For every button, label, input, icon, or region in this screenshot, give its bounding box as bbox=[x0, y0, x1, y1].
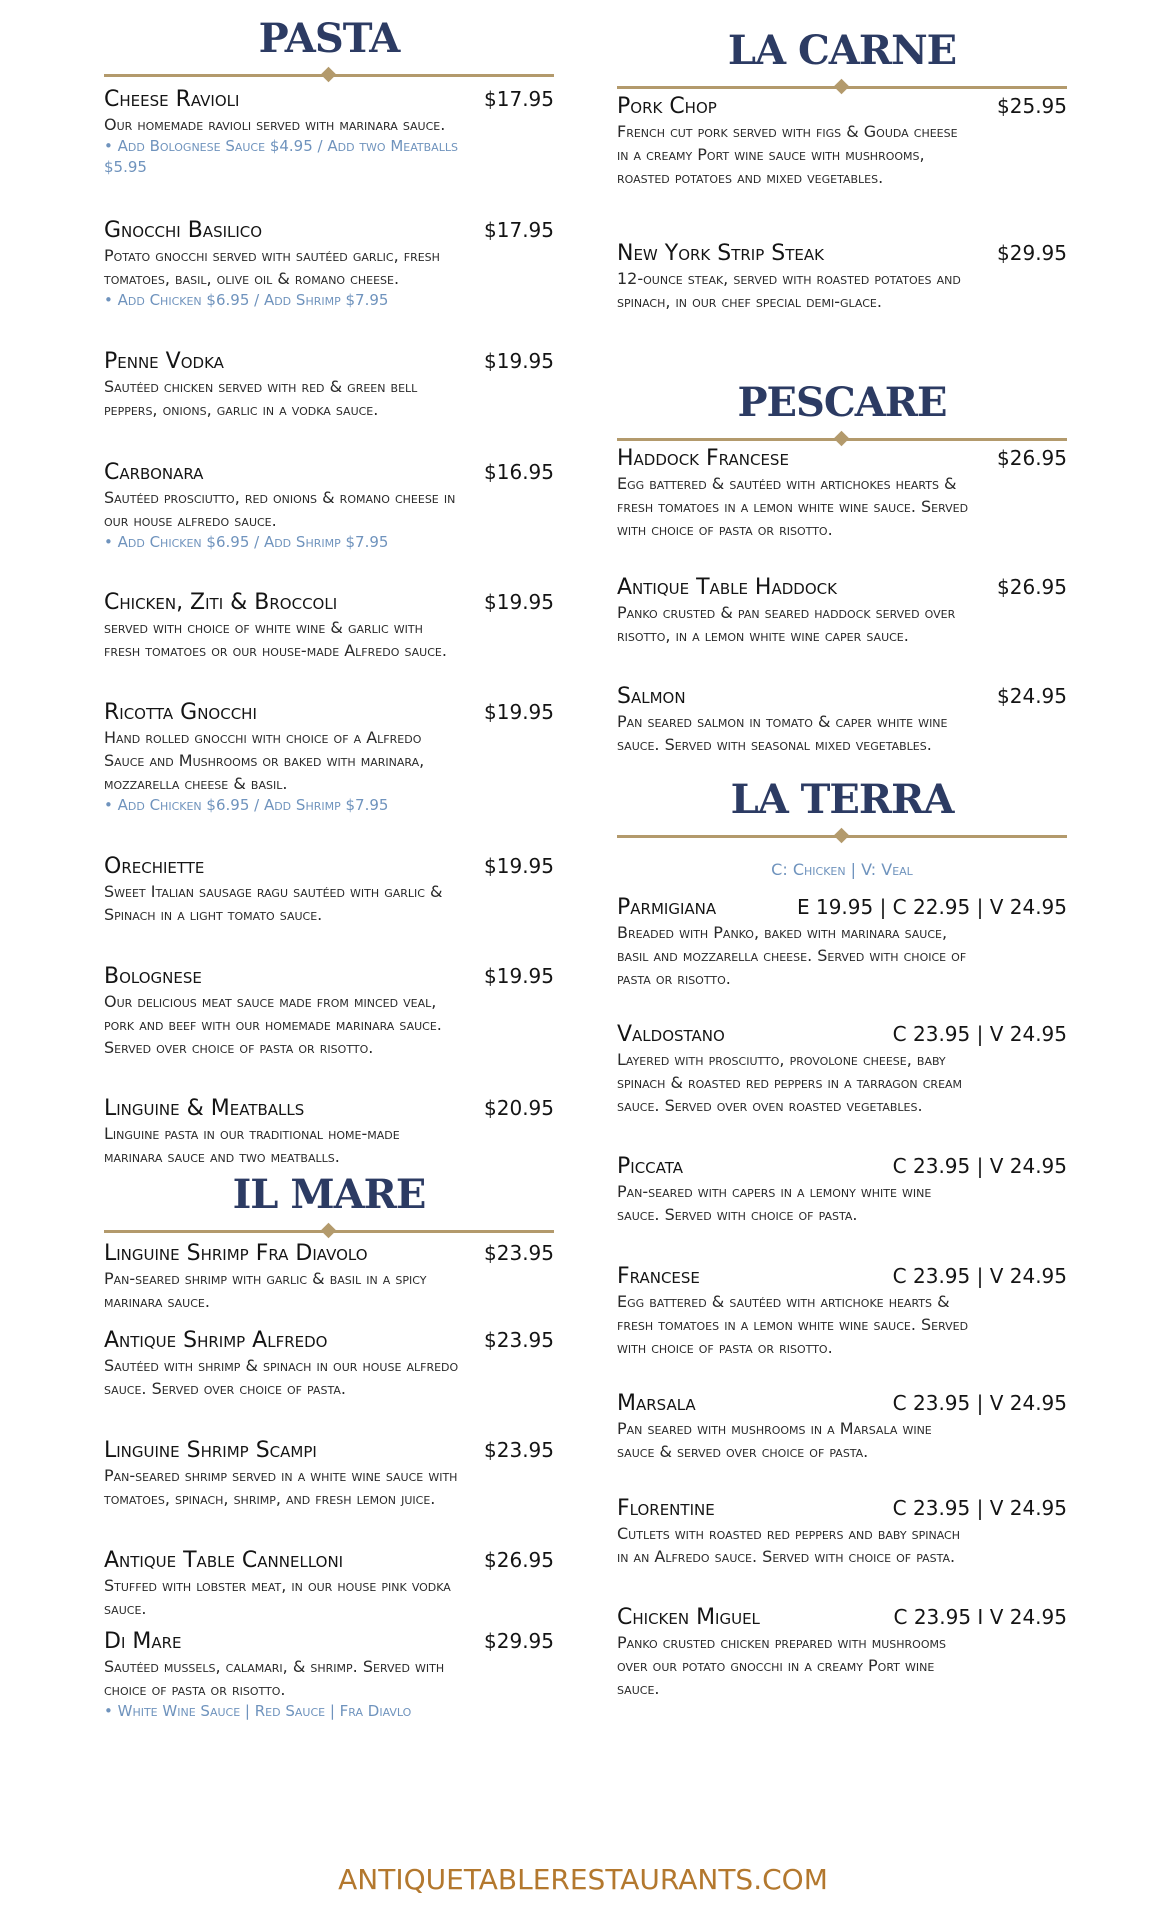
section-divider bbox=[104, 68, 554, 82]
item-description: Egg battered & sautéed with artichoke hearts & fresh tomatoes in a lemon white wine sauce. Served with choice of pasta or risotto. bbox=[617, 1292, 969, 1357]
diamond-ornament-icon bbox=[834, 431, 850, 447]
item-description: Pan-seared shrimp with garlic & basil in a spicy marinara sauce. bbox=[104, 1269, 427, 1311]
menu-item bbox=[617, 683, 1067, 756]
menu-item bbox=[104, 853, 554, 926]
section-il-mare bbox=[104, 1170, 554, 1238]
menu-item bbox=[617, 93, 1067, 189]
item-name: Valdostano bbox=[617, 1022, 725, 1047]
item-price: E 19.95 | C 22.95 | V 24.95 bbox=[796, 895, 1067, 919]
menu-item bbox=[104, 963, 554, 1059]
item-name: Bolognese bbox=[104, 964, 202, 989]
item-description: Sweet Italian sausage ragu sautéed with garlic & Spinach in a light tomato sauce. bbox=[104, 882, 443, 924]
menu-item bbox=[104, 589, 554, 662]
item-description: Pan-seared shrimp served in a white wine sauce with tomatoes, spinach, shrimp, and fresh lemon juice. bbox=[104, 1466, 458, 1508]
item-name: Linguine Shrimp Scampi bbox=[104, 1438, 317, 1463]
item-price: $29.95 bbox=[997, 241, 1067, 265]
item-name: Florentine bbox=[617, 1496, 715, 1521]
item-addon: • Add Chicken $6.95 / Add Shrimp $7.95 bbox=[104, 533, 389, 551]
item-name: Antique Table Cannelloni bbox=[104, 1548, 344, 1573]
item-description: served with choice of white wine & garlic with fresh tomatoes or our house-made Alfredo sauce. bbox=[104, 618, 447, 660]
item-name: Linguine Shrimp Fra Diavolo bbox=[104, 1241, 368, 1266]
item-price: $19.95 bbox=[484, 590, 554, 614]
section-la-terra bbox=[617, 775, 1067, 881]
item-name: Parmigiana bbox=[617, 895, 717, 920]
section-title-pescare: PESCARE bbox=[737, 379, 947, 426]
item-description: 12-ounce steak, served with roasted potatoes and spinach, in our chef special demi-glace. bbox=[617, 269, 961, 311]
menu-item bbox=[617, 1604, 1067, 1700]
item-description: Layered with prosciutto, provolone cheese, baby spinach & roasted red peppers in a tarragon cream sauce. Served over oven roasted vegetables. bbox=[617, 1050, 963, 1115]
item-name: Ricotta Gnocchi bbox=[104, 700, 257, 725]
section-pasta bbox=[104, 14, 554, 82]
diamond-ornament-icon bbox=[834, 828, 850, 844]
section-title-il-mare: IL MARE bbox=[232, 1171, 426, 1218]
menu-item bbox=[617, 1021, 1067, 1117]
item-description: Sautéed chicken served with red & green bell peppers, onions, garlic in a vodka sauce. bbox=[104, 377, 418, 419]
item-name: Orechiette bbox=[104, 854, 205, 879]
item-name: Chicken, Ziti & Broccoli bbox=[104, 590, 338, 615]
menu-item bbox=[104, 459, 554, 553]
section-pescare bbox=[617, 378, 1067, 446]
item-addon: • Add Chicken $6.95 / Add Shrimp $7.95 bbox=[104, 291, 389, 309]
item-price: $23.95 bbox=[484, 1328, 554, 1352]
section-title-la-terra: LA TERRA bbox=[730, 776, 954, 823]
item-name: Salmon bbox=[617, 684, 686, 709]
item-price: C 23.95 | V 24.95 bbox=[892, 1391, 1067, 1415]
menu-item bbox=[617, 1390, 1067, 1463]
item-price: $26.95 bbox=[997, 446, 1067, 470]
menu-item bbox=[104, 699, 554, 816]
menu-item bbox=[104, 1628, 554, 1722]
item-name: Antique Shrimp Alfredo bbox=[104, 1328, 328, 1353]
menu-item bbox=[104, 1095, 554, 1168]
item-description: Hand rolled gnocchi with choice of a Alfredo Sauce and Mushrooms or baked with marinara, mozzarella cheese & basil. bbox=[104, 728, 425, 793]
item-price: $19.95 bbox=[484, 700, 554, 724]
item-description: Pan seared with mushrooms in a Marsala wine sauce & served over choice of pasta. bbox=[617, 1419, 932, 1461]
item-description: Our homemade ravioli served with marinara sauce. bbox=[104, 115, 446, 134]
item-name: Piccata bbox=[617, 1154, 683, 1179]
item-description: Linguine pasta in our traditional home-made marinara sauce and two meatballs. bbox=[104, 1124, 400, 1166]
item-price: $25.95 bbox=[997, 94, 1067, 118]
menu-item bbox=[104, 1240, 554, 1313]
section-divider bbox=[617, 829, 1067, 843]
footer-website-link[interactable]: ANTIQUETABLERESTAURANTS.COM bbox=[338, 1863, 828, 1896]
item-description: Panko crusted & pan seared haddock served over risotto, in a lemon white wine caper sauce. bbox=[617, 603, 956, 645]
item-price: C 23.95 | V 24.95 bbox=[892, 1022, 1067, 1046]
item-name: Pork Chop bbox=[617, 94, 717, 119]
item-price: $26.95 bbox=[484, 1548, 554, 1572]
item-price: $20.95 bbox=[484, 1096, 554, 1120]
section-note: C: Chicken | V: Veal bbox=[771, 860, 913, 879]
item-description: Potato gnocchi served with sautéed garlic, fresh tomatoes, basil, olive oil & romano cheese. bbox=[104, 246, 440, 288]
menu-item bbox=[104, 1547, 554, 1620]
item-price: C 23.95 | V 24.95 bbox=[892, 1496, 1067, 1520]
menu-item bbox=[617, 445, 1067, 541]
item-name: New York Strip Steak bbox=[617, 241, 824, 266]
item-description: Cutlets with roasted red peppers and baby spinach in an Alfredo sauce. Served with choice of pasta. bbox=[617, 1524, 961, 1566]
item-description: Stuffed with lobster meat, in our house pink vodka sauce. bbox=[104, 1576, 451, 1618]
item-name: Antique Table Haddock bbox=[617, 575, 837, 600]
item-name: Carbonara bbox=[104, 460, 204, 485]
menu-item bbox=[617, 1495, 1067, 1568]
item-price: C 23.95 | V 24.95 bbox=[892, 1264, 1067, 1288]
item-name: Cheese Ravioli bbox=[104, 87, 240, 112]
menu-item bbox=[104, 348, 554, 421]
item-name: Marsala bbox=[617, 1391, 696, 1416]
section-divider bbox=[617, 80, 1067, 94]
diamond-ornament-icon bbox=[321, 1223, 337, 1239]
item-name: Chicken Miguel bbox=[617, 1605, 760, 1630]
item-name: Gnocchi Basilico bbox=[104, 218, 263, 243]
item-price: $29.95 bbox=[484, 1629, 554, 1653]
section-title-la-carne: LA CARNE bbox=[727, 27, 957, 74]
menu-item bbox=[104, 86, 554, 178]
item-addon: • White Wine Sauce | Red Sauce | Fra Diavlo bbox=[104, 1702, 412, 1720]
item-price: $24.95 bbox=[997, 684, 1067, 708]
section-la-carne bbox=[617, 26, 1067, 94]
diamond-ornament-icon bbox=[321, 67, 337, 83]
item-price: $26.95 bbox=[997, 575, 1067, 599]
item-addon: • Add Chicken $6.95 / Add Shrimp $7.95 bbox=[104, 796, 389, 814]
item-name: Linguine & Meatballs bbox=[104, 1096, 305, 1121]
menu-item bbox=[617, 1263, 1067, 1359]
diamond-ornament-icon bbox=[834, 79, 850, 95]
section-divider bbox=[617, 432, 1067, 446]
item-name: Penne Vodka bbox=[104, 349, 224, 374]
item-price: $23.95 bbox=[484, 1438, 554, 1462]
item-price: $17.95 bbox=[484, 218, 554, 242]
item-price: $19.95 bbox=[484, 349, 554, 373]
item-description: Sautéed prosciutto, red onions & romano cheese in our house alfredo sauce. bbox=[104, 488, 456, 530]
item-description: Pan seared salmon in tomato & caper white wine sauce. Served with seasonal mixed vegetables. bbox=[617, 712, 948, 754]
item-price: $23.95 bbox=[484, 1241, 554, 1265]
item-description: Our delicious meat sauce made from minced veal, pork and beef with our homemade marinara sauce. Served over choice of pasta or risotto. bbox=[104, 992, 442, 1057]
item-price: $16.95 bbox=[484, 460, 554, 484]
menu-item bbox=[104, 1437, 554, 1510]
item-description: Sautéed mussels, calamari, & shrimp. Served with choice of pasta or risotto. bbox=[104, 1657, 445, 1699]
item-name: Di Mare bbox=[104, 1629, 182, 1654]
menu-item bbox=[617, 574, 1067, 647]
item-description: Pan-seared with capers in a lemony white wine sauce. Served with choice of pasta. bbox=[617, 1182, 932, 1224]
item-price: C 23.95 I V 24.95 bbox=[893, 1605, 1067, 1629]
item-price: $19.95 bbox=[484, 964, 554, 988]
item-description: Panko crusted chicken prepared with mushrooms over our potato gnocchi in a creamy Port wine sauce. bbox=[617, 1633, 946, 1698]
item-description: Egg battered & sautéed with artichokes hearts & fresh tomatoes in a lemon white wine sauce. Served with choice of pasta or risotto. bbox=[617, 474, 969, 539]
item-name: Francese bbox=[617, 1264, 700, 1289]
item-price: $19.95 bbox=[484, 854, 554, 878]
item-name: Haddock Francese bbox=[617, 446, 789, 471]
item-description: French cut pork served with figs & Gouda cheese in a creamy Port wine sauce with mushrooms, roasted potatoes and mixed vegetables. bbox=[617, 122, 958, 187]
section-divider bbox=[104, 1224, 554, 1238]
menu-item bbox=[617, 240, 1067, 313]
item-price: C 23.95 | V 24.95 bbox=[892, 1154, 1067, 1178]
menu-item bbox=[617, 1153, 1067, 1226]
item-price: $17.95 bbox=[484, 87, 554, 111]
menu-item bbox=[104, 217, 554, 311]
item-description: Breaded with Panko, baked with marinara sauce, basil and mozzarella cheese. Served with choice of pasta or risotto. bbox=[617, 923, 967, 988]
item-description: Sautéed with shrimp & spinach in our house alfredo sauce. Served over choice of pasta. bbox=[104, 1356, 459, 1398]
section-title-pasta: PASTA bbox=[258, 15, 400, 62]
menu-item bbox=[104, 1327, 554, 1400]
item-addon: • Add Bolognese Sauce $4.95 / Add two Meatballs $5.95 bbox=[104, 137, 458, 176]
menu-item bbox=[617, 894, 1067, 990]
